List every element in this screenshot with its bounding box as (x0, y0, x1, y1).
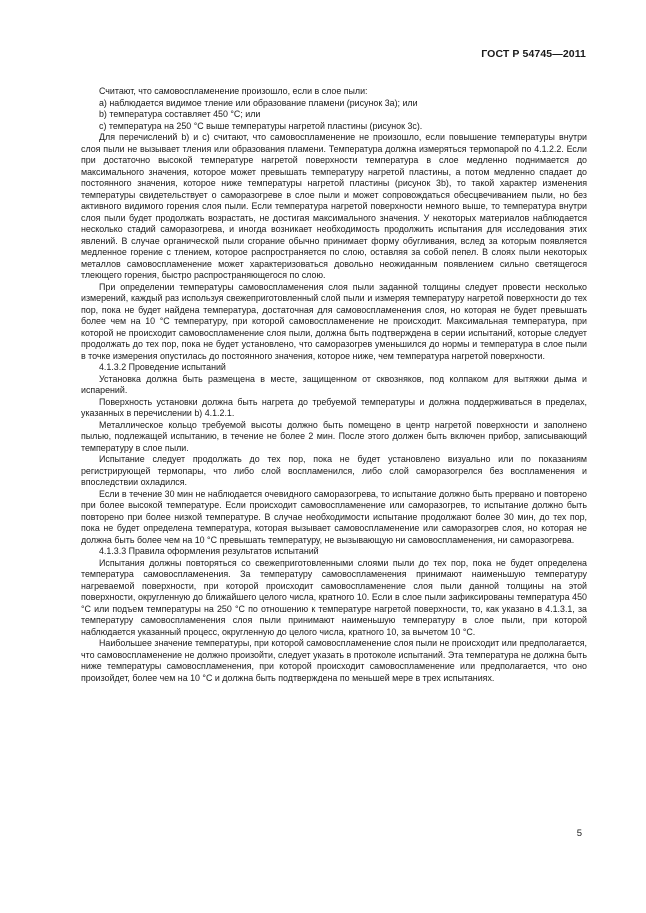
list-item-b: b) температура составляет 450 °C; или (99, 109, 261, 119)
paragraph: Испытания должны повторяться со свежеприготовленными слоями пыли до тех пор, пока не будет определена температура самовоспламенения. За температуру самовоспламенения принимают наименьшую температуру нагреваемой поверхности, при которой происходит самовоспламенение слоя пыли данной толщины на этой поверхности, округленную до ближайшего целого числа, кратного 10. Если в слое пыли зафиксированы температура 450 °C или подъем температуры на 250 °C по отношению к температуре нагретой поверхности, то, как указано в 4.1.3.1, за температуру самовоспламенения слоя пыли принимают наименьшую температуру в слое пыли, при которой наблюдается указанный процесс, округленную до целого числа, кратного 10, за вычетом 10 °C. (81, 557, 587, 637)
paragraph: Наибольшее значение температуры, при которой самовоспламенение слоя пыли не происходит или предполагается, что самовоспламенение не должно произойти, следует указать в протоколе испытаний. Эта температура не должна быть ниже температуры самовоспламенения, при которой происходит самовоспламенение или предполагается, что оно произойдет, более чем на 10 °C и должна быть подтверждена по меньшей мере в трех испытаниях. (81, 638, 587, 683)
paragraph: Считают, что самовоспламенение произошло, если в слое пыли: (99, 86, 368, 96)
standard-header: ГОСТ Р 54745—2011 (481, 48, 586, 60)
paragraph: При определении температуры самовоспламенения слоя пыли заданной толщины следует провести несколько измерений, каждый раз используя свежеприготовленный слой пыли и измеряя температуру нагретой поверхности до тех пор, пока не будет найдена температура, достаточная для самовоспламенения слоя, но которая не будет превышать более чем на 10 °C температуру, при которой самовоспламенение не происходит. Максимальная температура, при которой не происходит самовоспламенение слоя пыли, должна быть подтверждена в серии испытаний, которые следует продолжать до тех пор, пока не будет установлено, что саморазогрев уменьшился до нормы и температура в слое пыли в точке измерения опустилась до постоянного значения, которое ниже, чем температура нагретой поверхности. (81, 281, 587, 361)
list-item-a: a) наблюдается видимое тление или образование пламени (рисунок 3a); или (99, 97, 418, 108)
page-number: 5 (576, 828, 582, 839)
section-heading: 4.1.3.3 Правила оформления результатов испытаний (99, 546, 319, 556)
document-body (81, 86, 587, 684)
list-item-c: c) температура на 250 °C выше температуры нагретой пластины (рисунок 3c). (99, 120, 423, 131)
paragraph: Испытание следует продолжать до тех пор, пока не будет установлено визуально или по показаниям регистрирующей термопары, что либо слой воспламенился, либо слой саморазогрелся без воспламенения и впоследствии охладился. (81, 454, 587, 487)
paragraph: Металлическое кольцо требуемой высоты должно быть помещено в центр нагретой поверхности и заполнено пылью, подлежащей испытанию, в течение не более 2 мин. После этого должен быть включен прибор, записывающий температуру в слое пыли. (81, 419, 587, 453)
paragraph: Поверхность установки должна быть нагрета до требуемой температуры и должна поддерживаться в пределах, указанных в перечислении b) 4.1.2.1. (81, 396, 587, 418)
section-heading: 4.1.3.2 Проведение испытаний (99, 362, 226, 372)
paragraph: Установка должна быть размещена в месте, защищенном от сквозняков, под колпаком для вытяжки дыма и испарений. (81, 373, 587, 395)
paragraph: Если в течение 30 мин не наблюдается очевидного саморазогрева, то испытание должно быть прервано и повторено при более высокой температуре. Если происходит самовоспламенение или саморазогрев, то испытание должно быть повторено при более низкой температуре. В случае необходимости испытание продолжают более 30 мин, до тех пор, пока не будет определена температура, которая вызывает самовоспламенение или саморазогрев слоя, но которая не должна быть более чем на 10 °C превышать температуру, не вызывающую ни самовоспламенения, ни саморазогрева. (81, 488, 587, 545)
paragraph: Для перечислений b) и c) считают, что самовоспламенение не произошло, если повышение температуры внутри слоя пыли не вызывает тления или образования пламени. Температура должна измеряться термопарой по 4.1.2.2. Если при достаточно высокой температуре нагретой поверхности температура в слое медленно поднимается до максимального значения, которое может превышать температуру нагретой пластины, а потом медленно спадает до постоянного значения, которое ниже температуры нагретой пластины (рисунок 3b), то такой характер изменения температуры свидетельствует о саморазогреве в слое пыли и может сопровождаться обесцвечиванием пыли, но без активного видимого горения слоя пыли. Если температура нагретой поверхности немного выше, то температура внутри слоя пыли будет продолжать возрастать, не достигая максимального значения. У некоторых материалов наблюдается несколько стадий саморазогрева, и иногда возникает необходимость продолжить испытания для исследования этих явлений. В случае органической пыли сгорание обычно принимает форму обугливания, вслед за которым появляется медленное горение с тлением, которое распространяется по слою, оставляя за собой пепел. В слоях пыли некоторых металлов самовоспламенение может характеризоваться довольно неожиданным появлением сильно светящегося тлеющего горения, быстро распространяющегося по слою. (81, 132, 587, 280)
